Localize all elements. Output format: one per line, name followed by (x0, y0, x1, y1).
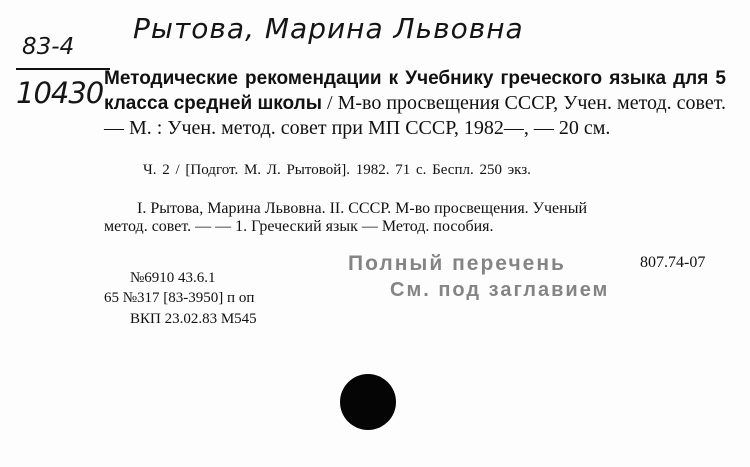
record-line-2: 65 №317 [83-3950] п оп (104, 290, 255, 306)
tracing-line-1: I. Рытова, Марина Львовна. II. СССР. М-во просвещения. Ученый (137, 200, 588, 217)
punch-hole (340, 374, 396, 430)
handwritten-divider (16, 68, 110, 70)
record-line-3: ВКП 23.02.83 М545 (130, 311, 257, 327)
entry-body: / М-во просвещения СССР, Учен. метод. совет. — М. : Учен. метод. совет при МП СССР, 1982—, — 20 см. (104, 92, 726, 139)
handwritten-author-name: Рытова, Марина Львовна (133, 12, 524, 45)
handwritten-number-top: 83-4 (22, 34, 75, 60)
stamp-see-title: См. под заглавием (390, 279, 610, 301)
tracing-line-2: метод. совет. — — 1. Греческий язык — Метод. пособия. (104, 218, 494, 235)
entry-paragraph (104, 66, 726, 141)
stamp-full-list: Полный перечень (348, 252, 566, 275)
class-code: 807.74-07 (640, 254, 706, 271)
record-line-1: №6910 43.6.1 (130, 270, 216, 286)
handwritten-number-bottom: 10430 (16, 76, 104, 110)
entry-title: Методические рекомендации к Учебнику греческого языка для 5 класса средней школы (104, 68, 726, 114)
part-line: Ч. 2 / [Подгот. М. Л. Рытовой]. 1982. 71 с. Беспл. 250 экз. (143, 162, 531, 178)
